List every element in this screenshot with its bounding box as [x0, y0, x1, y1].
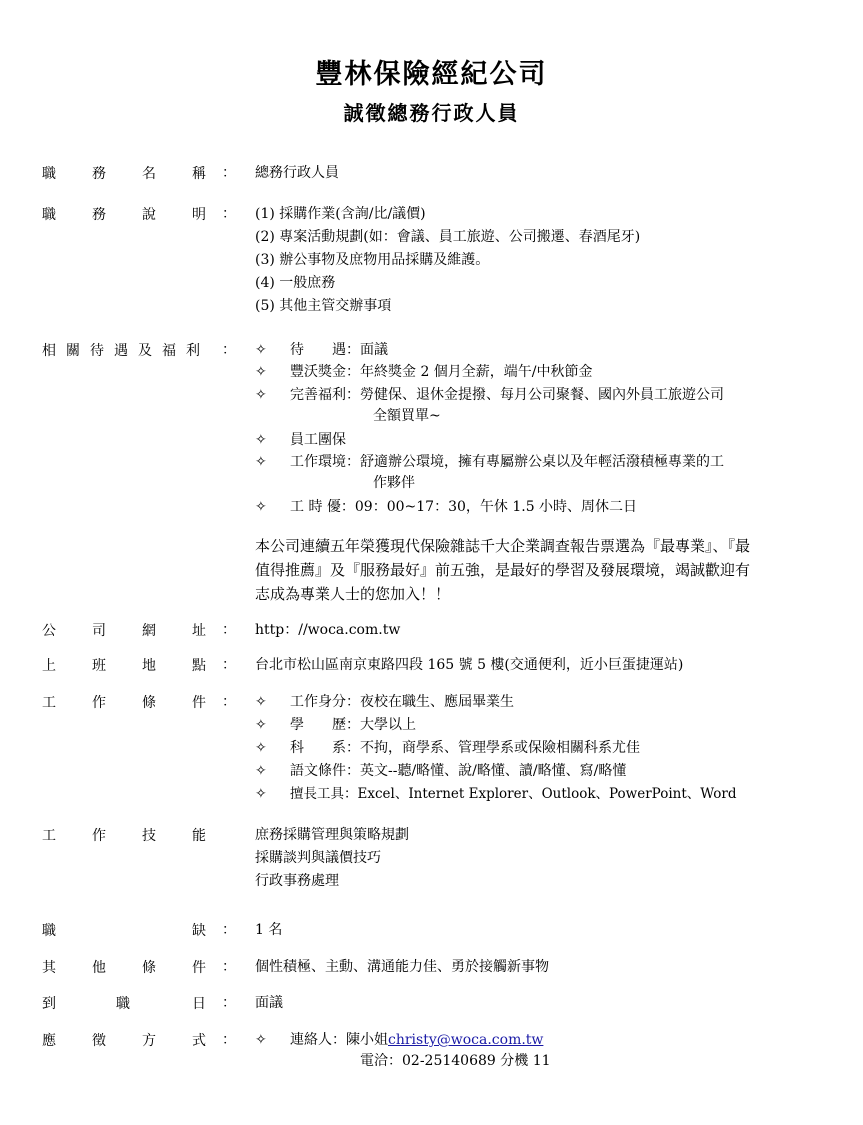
bullet-icon: ✧	[255, 740, 267, 756]
colon: ：	[222, 1032, 236, 1048]
colon: ：	[222, 165, 236, 181]
bullet-icon: ✧	[255, 432, 267, 448]
skill-item: 行政事務處理	[255, 873, 339, 889]
condition-item: 擅長工具：Excel、Internet Explorer、Outlook、PowerPoint、Word	[290, 786, 737, 802]
colon: ：	[222, 694, 236, 710]
benefit-item: 員工團保	[290, 432, 346, 448]
label-conditions: 工 作 條 件	[42, 695, 206, 711]
colon: ：	[222, 622, 236, 638]
label-apply-method: 應 徵 方 式	[42, 1033, 206, 1049]
colon: ：	[222, 995, 236, 1011]
bullet-icon: ✧	[255, 786, 267, 802]
benefit-item: 豐沃獎金：年終獎金 2 個月全薪，端午/中秋節金	[290, 364, 593, 380]
company-description: 本公司連續五年榮獲現代保險雜誌千大企業調查報告票選為『最專業』、『最 值得推薦』及『服務最好』前五強，是最好的學習及發展環境，竭誠歡迎有 志成為專業人士的您加入！！	[255, 537, 751, 603]
colon: ：	[222, 206, 236, 222]
email-link[interactable]: christy@woca.com.tw	[388, 1032, 544, 1048]
benefit-item: 工 時 優：09：00~17：30，午休 1.5 小時、周休二日	[290, 499, 638, 515]
bullet-icon: ✧	[255, 717, 267, 733]
benefit-item: 完善福利：勞健保、退休金提撥、每月公司聚餐、國內外員工旅遊公司	[290, 387, 724, 403]
start-date-value: 面議	[255, 995, 283, 1011]
openings-value: 1 名	[255, 922, 283, 938]
colon: ：	[222, 342, 236, 358]
colon: ：	[222, 959, 236, 975]
label-other-conditions: 其 他 條 件	[42, 960, 206, 976]
label-skills: 工 作 技 能	[42, 828, 206, 844]
benefit-item: 待 遇：面議	[290, 342, 388, 358]
bullet-icon: ✧	[255, 387, 267, 403]
job-desc-item: (4) 一般庶務	[255, 275, 336, 291]
benefit-continuation: 作夥伴	[373, 475, 415, 491]
bullet-icon: ✧	[255, 499, 267, 515]
bullet-icon: ✧	[255, 694, 267, 710]
other-conditions-value: 個性積極、主動、溝通能力佳、勇於接觸新事物	[255, 959, 549, 975]
job-desc-item: (1) 採購作業(含詢/比/議價)	[255, 206, 426, 222]
contact-line	[290, 1030, 543, 1050]
job-title-value: 總務行政人員	[255, 165, 339, 181]
job-posting-title: 誠徵總務行政人員	[343, 101, 520, 125]
condition-item: 語文條件：英文--聽/略懂、說/略懂、讀/略懂、寫/略懂	[290, 763, 627, 779]
job-desc-item: (3) 辦公事物及庶物用品採購及維護。	[255, 252, 490, 268]
contact-person: 連絡人：陳小姐	[290, 1032, 388, 1048]
bullet-icon: ✧	[255, 763, 267, 779]
skill-item: 庶務採購管理與策略規劃	[255, 827, 409, 843]
bullet-icon: ✧	[255, 1032, 267, 1048]
label-website: 公 司 網 址	[42, 623, 206, 639]
bullet-icon: ✧	[255, 454, 267, 470]
location-value: 台北市松山區南京東路四段 165 號 5 樓(交通便利，近小巨蛋捷運站)	[255, 657, 684, 673]
colon: ：	[222, 657, 236, 673]
condition-item: 科 系：不拘，商學系、管理學系或保險相關科系尤佳	[290, 740, 640, 756]
phone-line: 電洽：02-25140689 分機 11	[360, 1053, 551, 1069]
benefit-continuation: 全額買單~	[373, 408, 441, 424]
bullet-icon: ✧	[255, 342, 267, 358]
label-location: 上 班 地 點	[42, 658, 206, 674]
condition-item: 工作身分：夜校在職生、應屆畢業生	[290, 694, 514, 710]
job-desc-item: (5) 其他主管交辦事項	[255, 298, 392, 314]
skill-item: 採購談判與議價技巧	[255, 850, 381, 866]
bullet-icon: ✧	[255, 364, 267, 380]
label-job-description: 職 務 說 明	[42, 207, 206, 223]
colon: ：	[222, 922, 236, 938]
company-name: 豐林保險經紀公司	[315, 59, 548, 90]
label-start-date: 到 職 日	[42, 996, 206, 1012]
benefit-item: 工作環境：舒適辦公環境，擁有專屬辦公桌以及年輕活潑積極專業的工	[290, 454, 724, 470]
condition-item: 學 歷：大學以上	[290, 717, 416, 733]
job-desc-item: (2) 專案活動規劃(如：會議、員工旅遊、公司搬遷、春酒尾牙)	[255, 229, 641, 245]
label-openings: 職 缺	[42, 923, 206, 939]
label-job-title: 職 務 名 稱	[42, 166, 206, 182]
website-link[interactable]: http：//woca.com.tw	[255, 622, 401, 638]
label-benefits: 相 關 待 遇 及 福 利	[42, 343, 200, 359]
